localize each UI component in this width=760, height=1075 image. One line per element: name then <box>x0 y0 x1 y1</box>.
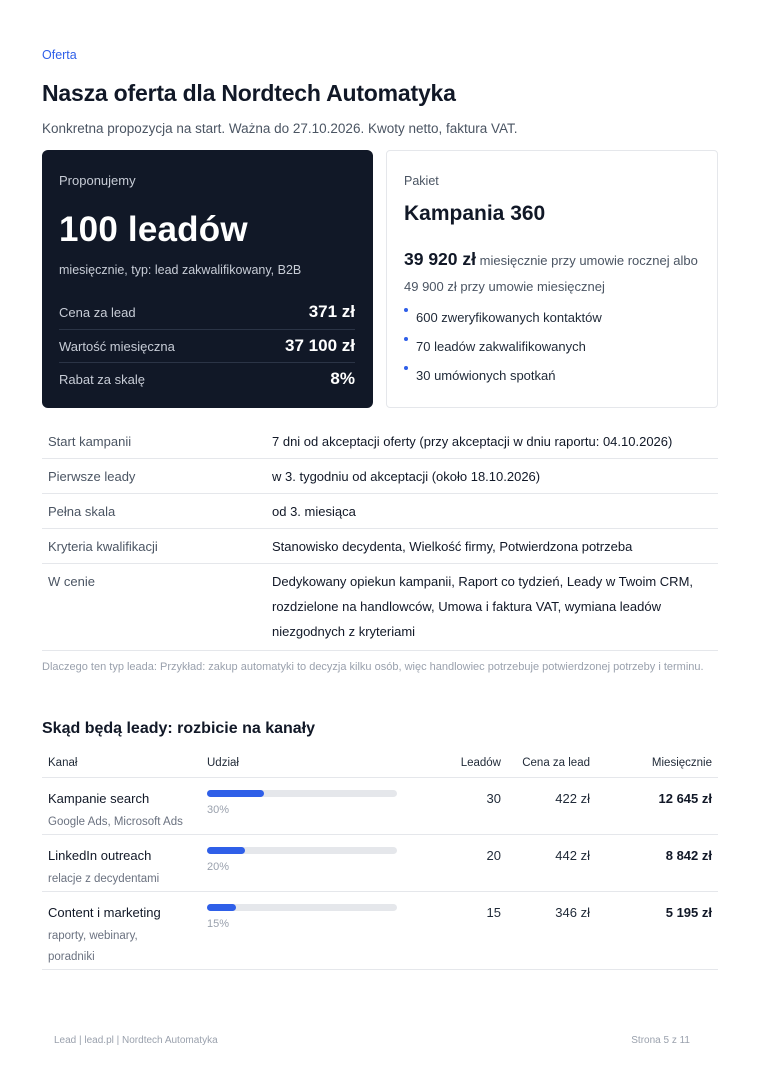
details-value: w 3. tygodniu od akceptacji (około 18.10.2026) <box>272 468 541 484</box>
channel-monthly: 8 842 zł <box>665 848 712 863</box>
package-price-block <box>404 246 709 300</box>
details-value: 7 dni od akceptacji oferty (przy akceptacji w dniu raportu: 04.10.2026) <box>272 433 673 449</box>
share-bar-fill <box>207 847 245 854</box>
proposal-description: miesięcznie, typ: lead zakwalifikowany, B2B <box>59 263 302 277</box>
proposal-row <box>59 296 355 328</box>
bullet-icon <box>404 366 408 370</box>
channel-row <box>42 778 718 835</box>
proposal-row-label: Wartość miesięczna <box>59 338 175 354</box>
package-feature-text: 600 zweryfikowanych kontaktów <box>416 310 602 325</box>
details-value: Dedykowany opiekun kampanii, Raport co tydzień, Leady w Twoim CRM, rozdzielone na handlowców, Umowa i faktura VAT, wymiana leadów niezgodnych z kryteriami <box>272 574 694 639</box>
share-bar <box>207 847 397 854</box>
proposal-headline: 100 leadów <box>59 210 248 249</box>
details-label: Kryteria kwalifikacji <box>48 538 158 554</box>
details-row <box>42 424 718 459</box>
details-label: Pełna skala <box>48 503 116 519</box>
lead-type-note: Dlaczego ten typ leada: Przykład: zakup automatyki to decyzja kilku osób, więc handlowiec potrzebuje potwierdzonej potrzeby i terminu. <box>42 661 704 673</box>
package-feature-text: 70 leadów zakwalifikowanych <box>416 339 586 354</box>
package-label: Pakiet <box>404 174 439 188</box>
proposal-row <box>59 330 355 362</box>
share-bar <box>207 904 397 911</box>
channel-sub: relacje z decydentami <box>48 873 160 885</box>
proposal-row-value: 37 100 zł <box>285 336 355 355</box>
package-features <box>404 306 602 393</box>
proposal-row <box>59 363 355 395</box>
channels-table <box>42 750 718 970</box>
proposal-row-label: Rabat za skalę <box>59 371 145 387</box>
details-label: Start kampanii <box>48 433 132 449</box>
channels-title: Skąd będą leady: rozbicie na kanały <box>42 720 315 737</box>
section-eyebrow: Oferta <box>42 48 77 62</box>
details-label: Pierwsze leady <box>48 468 136 484</box>
channel-leads: 30 <box>486 791 501 806</box>
package-feature <box>404 335 602 364</box>
header-monthly: Miesięcznie <box>651 757 712 769</box>
details-value: od 3. miesiąca <box>272 503 356 519</box>
package-card <box>386 150 718 408</box>
channels-header <box>42 750 718 778</box>
package-feature <box>404 306 602 335</box>
page-title: Nasza oferta dla Nordtech Automatyka <box>42 80 456 106</box>
proposal-row-value: 8% <box>330 369 355 388</box>
proposal-card <box>42 150 373 408</box>
channel-name: Kampanie search <box>48 791 150 806</box>
details-row <box>42 529 718 564</box>
details-value: Stanowisko decydenta, Wielkość firmy, Potwierdzona potrzeba <box>272 538 633 554</box>
channel-row <box>42 835 718 892</box>
channel-name: Content i marketing <box>48 905 161 920</box>
bullet-icon <box>404 337 408 341</box>
share-bar <box>207 790 397 797</box>
details-row <box>42 459 718 494</box>
page-subtitle: Konkretna propozycja na start. Ważna do 27.10.2026. Kwoty netto, faktura VAT. <box>42 121 518 136</box>
package-name: Kampania 360 <box>404 202 546 225</box>
channel-row <box>42 892 718 970</box>
channel-cpl: 346 zł <box>555 905 590 920</box>
channel-sub: Google Ads, Microsoft Ads <box>48 816 183 828</box>
channel-name: LinkedIn outreach <box>48 848 152 863</box>
bullet-icon <box>404 308 408 312</box>
share-bar-fill <box>207 790 264 797</box>
channel-leads: 15 <box>486 905 501 920</box>
channel-cpl: 422 zł <box>555 791 590 806</box>
share-label: 15% <box>207 918 230 930</box>
page-number: Strona 5 z 11 <box>631 1035 690 1046</box>
details-label: W cenie <box>48 574 95 589</box>
proposal-label: Proponujemy <box>59 173 136 188</box>
header-cpl: Cena za lead <box>522 757 590 769</box>
header-share: Udział <box>207 757 239 769</box>
channel-sub: raporty, webinary, poradniki <box>48 930 138 963</box>
proposal-row-label: Cena za lead <box>59 304 136 320</box>
header-leads: Leadów <box>460 757 501 769</box>
package-price: 39 920 zł <box>404 249 476 269</box>
details-row <box>42 494 718 529</box>
share-label: 30% <box>207 804 230 816</box>
header-channel: Kanał <box>48 757 78 769</box>
details-row <box>42 564 718 651</box>
footer-left: Lead | lead.pl | Nordtech Automatyka <box>54 1035 218 1046</box>
share-bar-fill <box>207 904 236 911</box>
package-price-note: miesięcznie przy umowie rocznej albo 49 900 zł przy umowie miesięcznej <box>404 253 698 294</box>
package-feature <box>404 364 602 393</box>
proposal-row-value: 371 zł <box>308 302 355 321</box>
channel-leads: 20 <box>486 848 501 863</box>
channel-monthly: 5 195 zł <box>665 905 712 920</box>
package-feature-text: 30 umówionych spotkań <box>416 368 556 383</box>
channel-cpl: 442 zł <box>555 848 590 863</box>
details-table <box>42 424 718 651</box>
share-label: 20% <box>207 861 230 873</box>
channel-monthly: 12 645 zł <box>658 791 712 806</box>
